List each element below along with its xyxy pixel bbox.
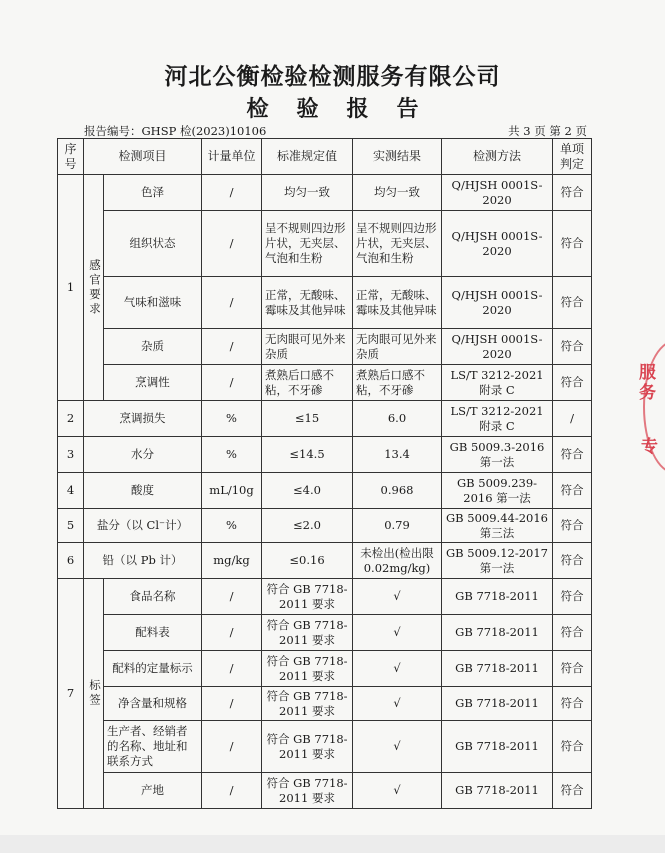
test-method: Q/HJSH 0001S-2020: [442, 329, 553, 365]
verdict: 符合: [553, 651, 592, 687]
measured-result: 0.79: [353, 509, 442, 543]
col-header: 单项判定: [553, 139, 592, 175]
measured-result: √: [353, 721, 442, 773]
table-row: [58, 687, 592, 721]
standard-value: 符合 GB 7718-2011 要求: [262, 773, 353, 809]
verdict: 符合: [553, 773, 592, 809]
report-title: [0, 92, 665, 123]
row-number: 2: [58, 401, 84, 437]
measured-result: √: [353, 687, 442, 721]
test-method: GB 5009.239-2016 第一法: [442, 473, 553, 509]
unit: /: [202, 721, 262, 773]
item-name: 组织状态: [104, 211, 202, 277]
row-number: 1: [58, 175, 84, 401]
measured-result: 0.968: [353, 473, 442, 509]
unit: %: [202, 401, 262, 437]
standard-value: ≤14.5: [262, 437, 353, 473]
item-name: 气味和滋味: [104, 277, 202, 329]
group-label: 标签: [84, 579, 104, 809]
unit: /: [202, 579, 262, 615]
item-name: 烹调性: [104, 365, 202, 401]
unit: /: [202, 773, 262, 809]
item-name: 杂质: [104, 329, 202, 365]
table-row: [58, 211, 592, 277]
standard-value: ≤2.0: [262, 509, 353, 543]
standard-value: ≤0.16: [262, 543, 353, 579]
verdict: 符合: [553, 579, 592, 615]
test-method: GB 7718-2011: [442, 721, 553, 773]
verdict: 符合: [553, 615, 592, 651]
standard-value: ≤15: [262, 401, 353, 437]
row-number: 6: [58, 543, 84, 579]
group-label: 感官要求: [84, 175, 104, 401]
measured-result: 呈不规则四边形片状，无夹层、气泡和生粉: [353, 211, 442, 277]
test-method: Q/HJSH 0001S-2020: [442, 175, 553, 211]
test-method: Q/HJSH 0001S-2020: [442, 277, 553, 329]
measured-result: 煮熟后口感不粘，不牙碜: [353, 365, 442, 401]
table-row: [58, 651, 592, 687]
verdict: 符合: [553, 437, 592, 473]
measured-result: √: [353, 651, 442, 687]
standard-value: 正常，无酸味、霉味及其他异味: [262, 277, 353, 329]
title-char: 检: [246, 96, 269, 122]
test-method: GB 7718-2011: [442, 687, 553, 721]
item-name: 食品名称: [104, 579, 202, 615]
test-method: LS/T 3212-2021 附录 C: [442, 401, 553, 437]
unit: %: [202, 437, 262, 473]
measured-result: √: [353, 773, 442, 809]
test-method: GB 5009.12-2017 第一法: [442, 543, 553, 579]
standard-value: 符合 GB 7718-2011 要求: [262, 651, 353, 687]
table-row: [58, 721, 592, 773]
seal-char: 专: [641, 437, 658, 457]
item-name: 配料的定量标示: [104, 651, 202, 687]
table-row: [58, 615, 592, 651]
table-row: [58, 277, 592, 329]
table-header-row: [58, 139, 592, 175]
verdict: 符合: [553, 329, 592, 365]
title-char: 验: [296, 96, 319, 122]
item-name: 水分: [84, 437, 202, 473]
test-method: GB 7718-2011: [442, 615, 553, 651]
measured-result: 无肉眼可见外来杂质: [353, 329, 442, 365]
table-row: [58, 509, 592, 543]
measured-result: 6.0: [353, 401, 442, 437]
table-row: [58, 473, 592, 509]
seal-stamp-fragment: [637, 340, 665, 470]
verdict: /: [553, 401, 592, 437]
item-name: 生产者、经销者的名称、地址和联系方式: [104, 721, 202, 773]
table-row: [58, 175, 592, 211]
verdict: 符合: [553, 277, 592, 329]
standard-value: 符合 GB 7718-2011 要求: [262, 721, 353, 773]
verdict: 符合: [553, 509, 592, 543]
test-method: GB 7718-2011: [442, 651, 553, 687]
unit: %: [202, 509, 262, 543]
measured-result: 13.4: [353, 437, 442, 473]
page-bottom-edge: [0, 835, 665, 853]
standard-value: 无肉眼可见外来杂质: [262, 329, 353, 365]
report-number: 报告编号：GHSP 检(2023)10106: [84, 124, 267, 138]
row-number: 4: [58, 473, 84, 509]
unit: /: [202, 365, 262, 401]
test-method: GB 5009.3-2016 第一法: [442, 437, 553, 473]
measured-result: 正常，无酸味、霉味及其他异味: [353, 277, 442, 329]
col-header: 实测结果: [353, 139, 442, 175]
col-header: 序号: [58, 139, 84, 175]
unit: mL/10g: [202, 473, 262, 509]
measured-result: 未检出(检出限 0.02mg/kg): [353, 543, 442, 579]
row-number: 7: [58, 579, 84, 809]
unit: /: [202, 277, 262, 329]
measured-result: √: [353, 615, 442, 651]
measured-result: √: [353, 579, 442, 615]
table-row: [58, 365, 592, 401]
standard-value: 煮熟后口感不粘，不牙碜: [262, 365, 353, 401]
verdict: 符合: [553, 473, 592, 509]
col-header: 检测项目: [84, 139, 202, 175]
unit: /: [202, 211, 262, 277]
unit: /: [202, 175, 262, 211]
verdict: 符合: [553, 365, 592, 401]
standard-value: 符合 GB 7718-2011 要求: [262, 615, 353, 651]
item-name: 烹调损失: [84, 401, 202, 437]
verdict: 符合: [553, 175, 592, 211]
item-name: 铅（以 Pb 计）: [84, 543, 202, 579]
table-row: [58, 773, 592, 809]
verdict: 符合: [553, 721, 592, 773]
unit: mg/kg: [202, 543, 262, 579]
col-header: 检测方法: [442, 139, 553, 175]
title-char: 报: [346, 96, 369, 122]
results-table: [57, 138, 592, 809]
table-row: [58, 579, 592, 615]
row-number: 5: [58, 509, 84, 543]
test-method: GB 5009.44-2016 第三法: [442, 509, 553, 543]
unit: /: [202, 615, 262, 651]
test-method: GB 7718-2011: [442, 773, 553, 809]
standard-value: 符合 GB 7718-2011 要求: [262, 687, 353, 721]
standard-value: ≤4.0: [262, 473, 353, 509]
item-name: 酸度: [84, 473, 202, 509]
standard-value: 呈不规则四边形片状，无夹层、气泡和生粉: [262, 211, 353, 277]
measured-result: 均匀一致: [353, 175, 442, 211]
title-char: 告: [396, 96, 419, 122]
table-row: [58, 543, 592, 579]
row-number: 3: [58, 437, 84, 473]
unit: /: [202, 329, 262, 365]
seal-char: 服: [639, 363, 656, 383]
standard-value: 符合 GB 7718-2011 要求: [262, 579, 353, 615]
table-row: [58, 329, 592, 365]
test-method: LS/T 3212-2021 附录 C: [442, 365, 553, 401]
company-name: 河北公衡检验检测服务有限公司: [164, 63, 501, 90]
table-row: [58, 401, 592, 437]
item-name: 配料表: [104, 615, 202, 651]
unit: /: [202, 687, 262, 721]
item-name: 产地: [104, 773, 202, 809]
test-method: Q/HJSH 0001S-2020: [442, 211, 553, 277]
col-header: 计量单位: [202, 139, 262, 175]
item-name: 盐分（以 Cl⁻计）: [84, 509, 202, 543]
item-name: 净含量和规格: [104, 687, 202, 721]
standard-value: 均匀一致: [262, 175, 353, 211]
verdict: 符合: [553, 687, 592, 721]
unit: /: [202, 651, 262, 687]
table-row: [58, 437, 592, 473]
seal-char: 务: [639, 383, 656, 403]
table-body: [58, 175, 592, 809]
col-header: 标准规定值: [262, 139, 353, 175]
verdict: 符合: [553, 543, 592, 579]
test-method: GB 7718-2011: [442, 579, 553, 615]
verdict: 符合: [553, 211, 592, 277]
page-indicator: 共 3 页 第 2 页: [508, 124, 587, 138]
item-name: 色泽: [104, 175, 202, 211]
